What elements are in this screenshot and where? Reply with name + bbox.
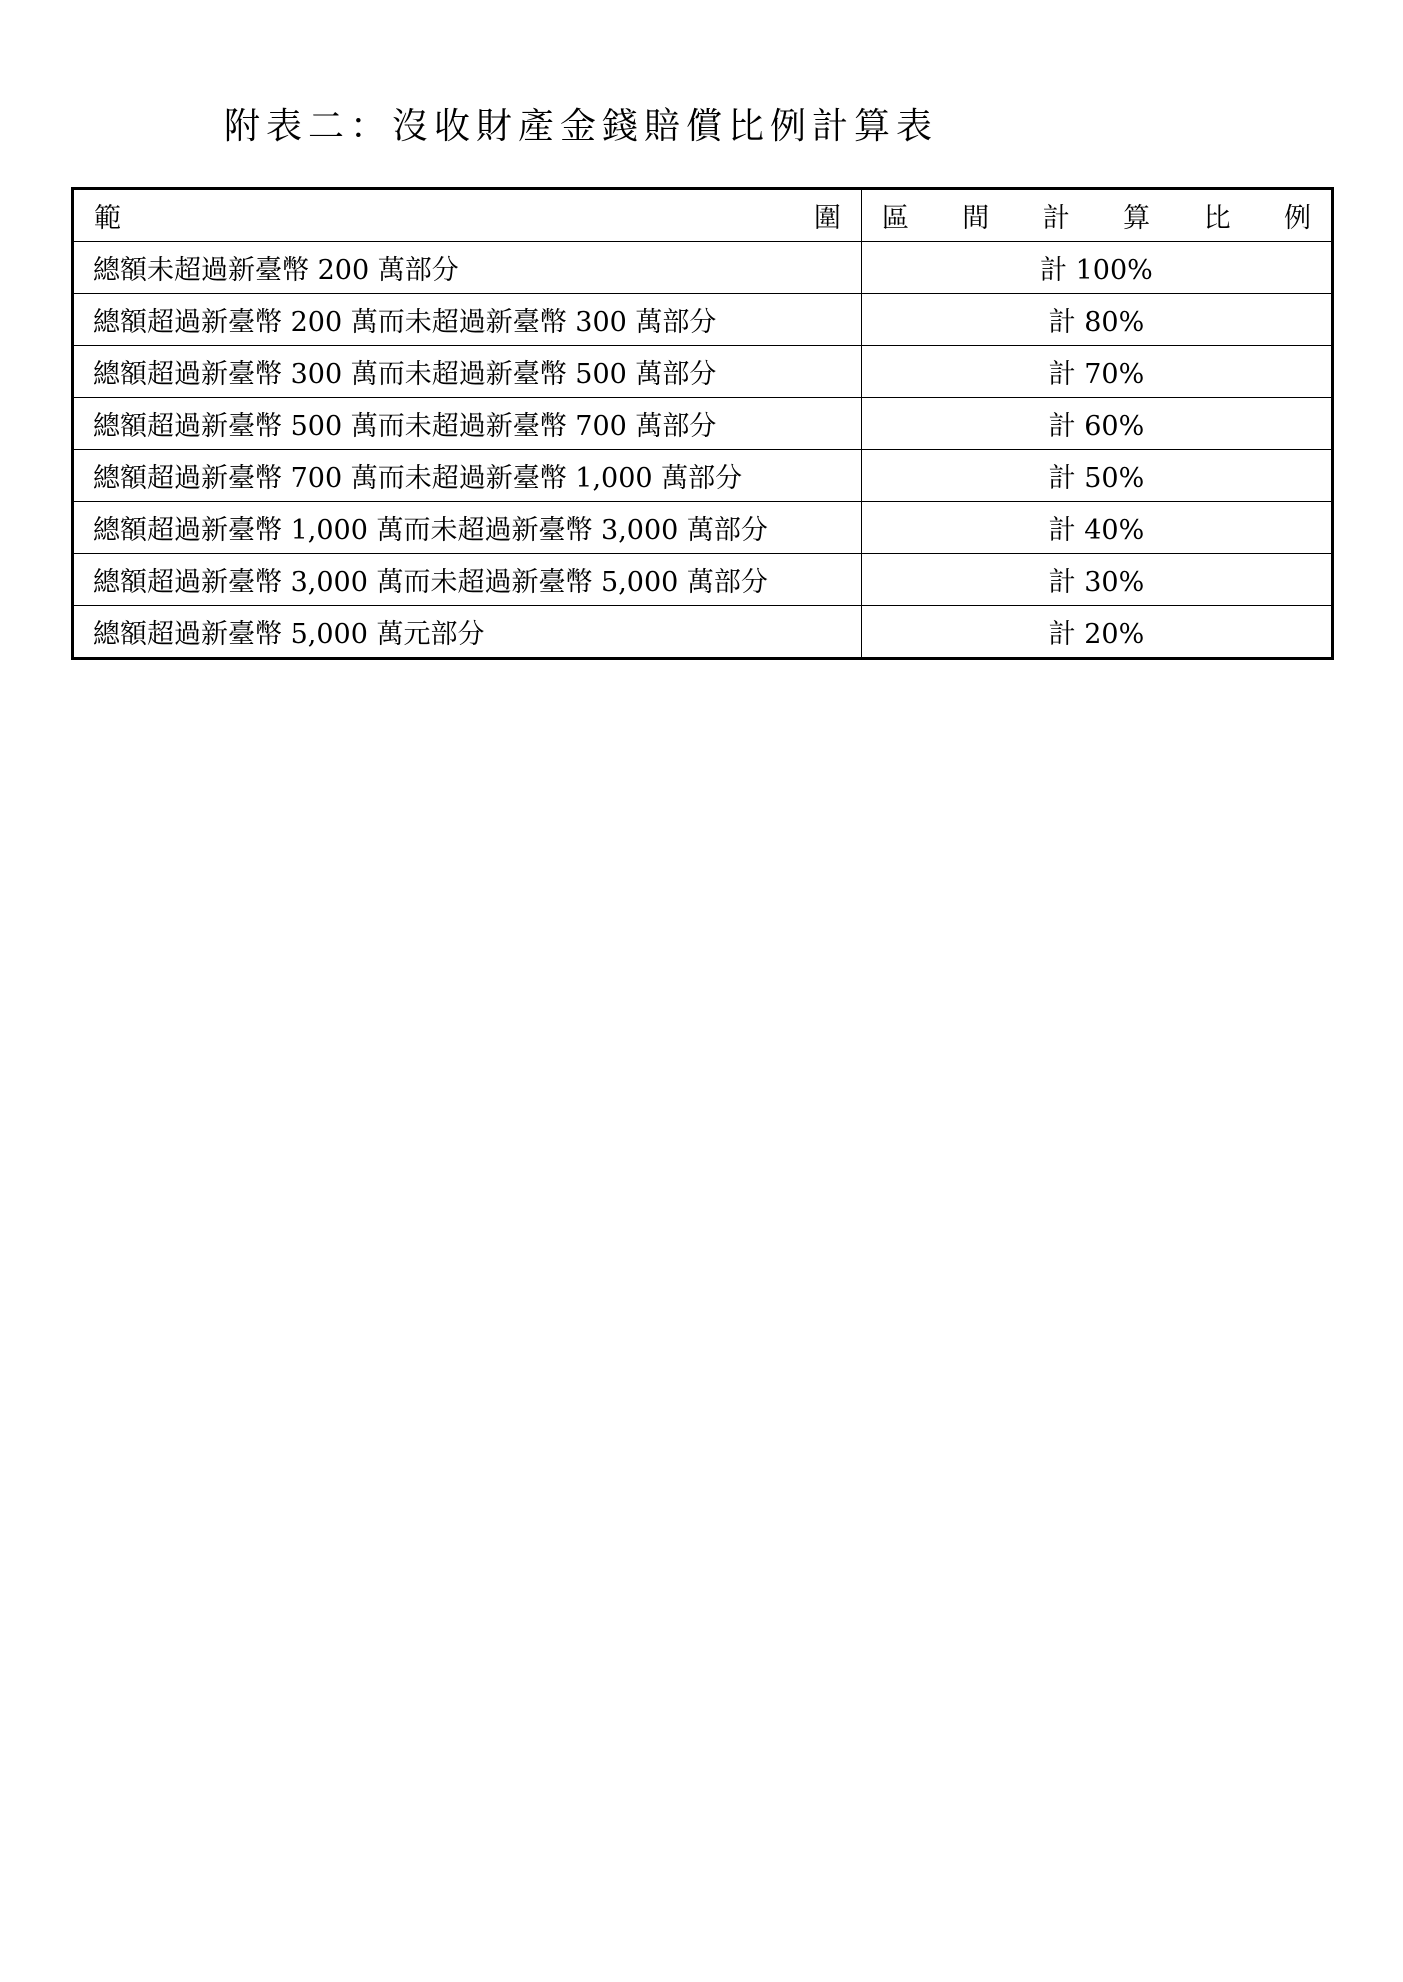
- table-row: [73, 554, 1333, 606]
- ratio-cell: 計 60%: [861, 398, 1332, 450]
- range-cell: 總額超過新臺幣 200 萬而未超過新臺幣 300 萬部分: [73, 294, 862, 346]
- table-header-row: [73, 189, 1333, 242]
- table-row: [73, 398, 1333, 450]
- header-ratio: [861, 189, 1332, 242]
- range-cell: 總額超過新臺幣 1,000 萬而未超過新臺幣 3,000 萬部分: [73, 502, 862, 554]
- range-cell: 總額超過新臺幣 5,000 萬元部分: [73, 606, 862, 659]
- compensation-ratio-table: [71, 187, 1334, 660]
- table-row: [73, 242, 1333, 294]
- header-ratio-char: 間: [962, 203, 990, 234]
- table-row: [73, 346, 1333, 398]
- header-ratio-char: 區: [881, 203, 909, 234]
- header-ratio-char: 比: [1203, 203, 1231, 234]
- ratio-cell: 計 100%: [861, 242, 1332, 294]
- range-cell: 總額超過新臺幣 700 萬而未超過新臺幣 1,000 萬部分: [73, 450, 862, 502]
- ratio-cell: 計 30%: [861, 554, 1332, 606]
- page-title: 附表二：沒收財產金錢賠償比例計算表: [224, 106, 939, 147]
- ratio-cell: 計 80%: [861, 294, 1332, 346]
- header-range-char: 範: [94, 203, 121, 234]
- range-cell: 總額超過新臺幣 300 萬而未超過新臺幣 500 萬部分: [73, 346, 862, 398]
- range-cell: 總額超過新臺幣 500 萬而未超過新臺幣 700 萬部分: [73, 398, 862, 450]
- ratio-cell: 計 70%: [861, 346, 1332, 398]
- header-ratio-char: 例: [1283, 203, 1311, 234]
- table-row: [73, 502, 1333, 554]
- range-cell: 總額超過新臺幣 3,000 萬而未超過新臺幣 5,000 萬部分: [73, 554, 862, 606]
- ratio-cell: 計 20%: [861, 606, 1332, 659]
- table-row: [73, 450, 1333, 502]
- ratio-cell: 計 50%: [861, 450, 1332, 502]
- table-row: [73, 606, 1333, 659]
- range-cell: 總額未超過新臺幣 200 萬部分: [73, 242, 862, 294]
- ratio-cell: 計 40%: [861, 502, 1332, 554]
- header-ratio-char: 算: [1123, 203, 1151, 234]
- header-range-char: 圍: [813, 203, 841, 234]
- table-row: [73, 294, 1333, 346]
- header-ratio-char: 計: [1042, 203, 1070, 234]
- header-range: [73, 189, 862, 242]
